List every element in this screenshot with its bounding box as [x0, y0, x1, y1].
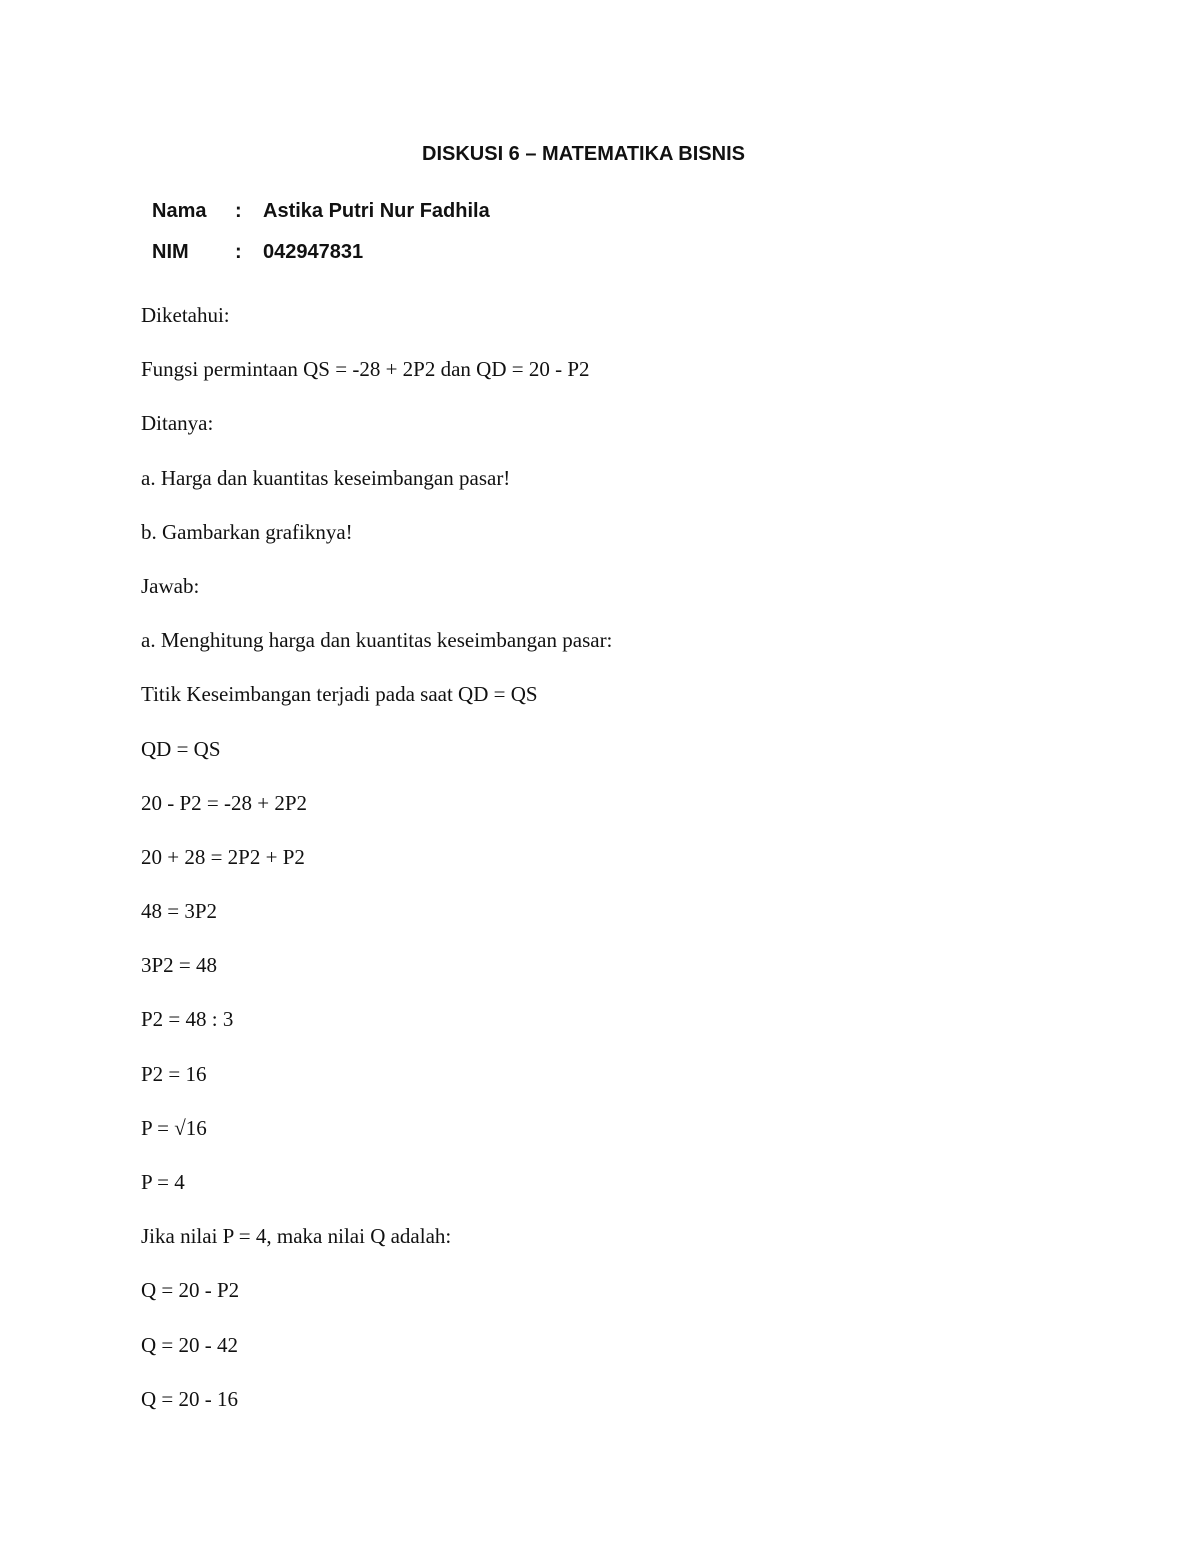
text-line: Ditanya: — [141, 411, 214, 436]
name-label: Nama — [152, 200, 207, 222]
document-title: DISKUSI 6 – MATEMATIKA BISNIS — [422, 143, 745, 165]
text-line: Q = 20 - 42 — [141, 1332, 239, 1357]
text-line: 3P2 = 48 — [141, 953, 218, 978]
text-line: P = 4 — [141, 1170, 185, 1194]
text-line: Fungsi permintaan QS = -28 + 2P2 dan QD = 20 - P2 — [141, 357, 590, 382]
text-line: P2 = 48 : 3 — [141, 1007, 234, 1032]
text-line: Titik Keseimbangan terjadi pada saat QD = QS — [141, 682, 538, 707]
text-line: P = √16 — [141, 1115, 207, 1140]
nim-value: 042947831 — [263, 241, 364, 263]
text-line: 20 - P2 = -28 + 2P2 — [141, 790, 308, 815]
text-line: Diketahui: — [141, 303, 230, 327]
text-line: 48 = 3P2 — [141, 899, 218, 924]
text-line: a. Harga dan kuantitas keseimbangan pasar! — [141, 465, 511, 490]
text-line: a. Menghitung harga dan kuantitas keseimbangan pasar: — [141, 628, 613, 653]
nim-separator: : — [235, 241, 242, 263]
text-line: P2 = 16 — [141, 1061, 207, 1086]
text-line: Jawab: — [141, 573, 200, 598]
text-line: 20 + 28 = 2P2 + P2 — [141, 844, 305, 869]
text-line: Q = 20 - 16 — [141, 1386, 239, 1411]
text-line: Jika nilai P = 4, maka nilai Q adalah: — [141, 1224, 452, 1249]
text-line: Q = 20 - P2 — [141, 1278, 240, 1303]
text-line: QD = QS — [141, 736, 221, 761]
document-body — [141, 300, 612, 1438]
name-value: Astika Putri Nur Fadhila — [263, 200, 490, 222]
nim-label: NIM — [152, 241, 189, 263]
name-separator: : — [235, 200, 242, 222]
text-line: b. Gambarkan grafiknya! — [141, 519, 353, 544]
